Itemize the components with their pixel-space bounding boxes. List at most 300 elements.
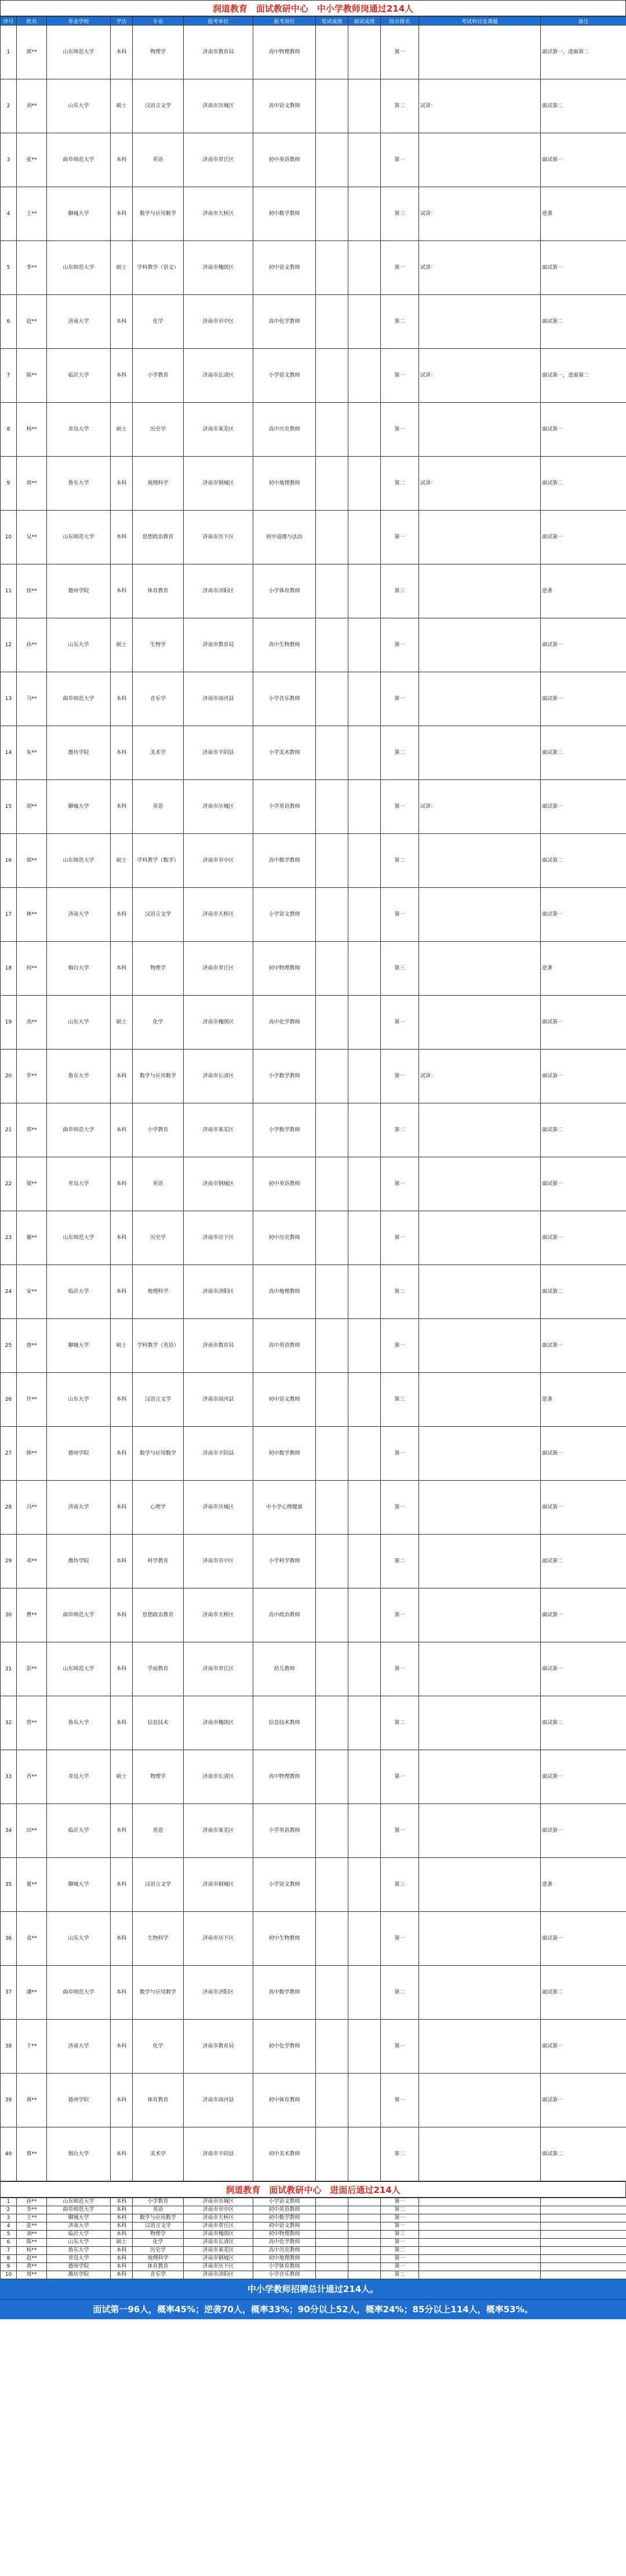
table-cell: 第一 xyxy=(381,1642,419,1696)
table-cell: 科学教育 xyxy=(133,1535,184,1588)
table-cell: 第二 xyxy=(381,1696,419,1750)
table-cell: 面试第一 xyxy=(541,1157,626,1211)
table-cell: 济南市天桥区 xyxy=(184,2214,253,2222)
summary-total: 中小学教师招聘总计通过214人。 xyxy=(0,2279,626,2300)
table-cell: 中小学心理健康 xyxy=(253,1481,316,1535)
table-cell: 本科 xyxy=(111,1858,133,1912)
column-header: 报考岗位 xyxy=(253,17,316,25)
table-cell: 高中物理教师 xyxy=(253,25,316,79)
table-cell: 许** xyxy=(17,1373,47,1427)
table-cell: 硕士 xyxy=(111,79,133,133)
table-cell xyxy=(316,888,348,942)
table-cell: 济南市平阴县 xyxy=(184,2127,253,2181)
table-cell: 谢** xyxy=(17,1211,47,1265)
table-cell: 济南市槐荫区 xyxy=(184,241,253,295)
results-table xyxy=(0,16,626,2181)
table-cell: 济南市章丘区 xyxy=(184,133,253,187)
table-row xyxy=(1,726,626,780)
bottom-table xyxy=(0,2198,626,2279)
table-cell: 济南市商河县 xyxy=(184,672,253,726)
table-cell: 济南市济阳区 xyxy=(184,1265,253,1319)
table-cell: 初中数学教师 xyxy=(253,2214,316,2222)
table-cell: 面试第一 xyxy=(541,511,626,564)
table-cell xyxy=(348,2271,381,2279)
table-row xyxy=(1,1373,626,1427)
table-cell xyxy=(316,1912,348,1966)
table-cell: 本科 xyxy=(111,2214,133,2222)
table-cell: 体育教育 xyxy=(133,564,184,618)
table-cell: 济南市槐荫区 xyxy=(184,1696,253,1750)
table-cell: 山东大学 xyxy=(47,618,111,672)
table-cell xyxy=(348,2247,381,2255)
table-cell: 本科 xyxy=(111,2247,133,2255)
table-cell xyxy=(316,2206,348,2214)
table-cell: 逆袭 xyxy=(541,942,626,996)
table-cell: 周** xyxy=(17,457,47,511)
table-cell xyxy=(419,1427,541,1481)
table-cell: 聊城大学 xyxy=(47,1319,111,1373)
table-cell xyxy=(348,1588,381,1642)
table-cell: 英语 xyxy=(133,2206,184,2214)
table-cell xyxy=(419,2231,541,2239)
table-cell xyxy=(316,511,348,564)
table-cell xyxy=(316,618,348,672)
table-cell xyxy=(419,2247,541,2255)
table-cell: 28 xyxy=(1,1481,17,1535)
table-cell: 学科教学（语文） xyxy=(133,241,184,295)
table-cell: 31 xyxy=(1,1642,17,1696)
table-cell: 第二 xyxy=(381,2206,419,2214)
table-cell: 第二 xyxy=(381,2247,419,2255)
table-cell: 化学 xyxy=(133,2239,184,2247)
table-cell xyxy=(316,1588,348,1642)
table-cell: 美术学 xyxy=(133,726,184,780)
table-cell: 4 xyxy=(1,187,17,241)
table-cell: 第一 xyxy=(381,1319,419,1373)
table-cell: 宋** xyxy=(17,1265,47,1319)
table-cell xyxy=(348,79,381,133)
table-cell xyxy=(348,1642,381,1696)
table-cell: 第一 xyxy=(381,2214,419,2222)
table-cell xyxy=(348,1211,381,1265)
table-cell: 初中美术教师 xyxy=(253,2127,316,2181)
table-cell: 烟台大学 xyxy=(47,2127,111,2181)
table-cell: 地理科学 xyxy=(133,457,184,511)
table-row xyxy=(1,187,626,241)
table-cell xyxy=(419,2020,541,2074)
table-cell xyxy=(541,2239,626,2247)
table-cell: 孙** xyxy=(17,2198,47,2206)
table-cell: 高中英语教师 xyxy=(253,1319,316,1373)
table-cell: 汉语言文学 xyxy=(133,1858,184,1912)
table-cell: 济南市章丘区 xyxy=(184,942,253,996)
table-cell: 第一 xyxy=(381,1750,419,1804)
table-cell: 硕士 xyxy=(111,618,133,672)
table-cell: 思想政治教育 xyxy=(133,511,184,564)
table-cell xyxy=(316,2255,348,2263)
table-cell xyxy=(348,1750,381,1804)
table-cell: 杨** xyxy=(17,2247,47,2255)
table-cell: 第一 xyxy=(381,133,419,187)
table-cell: 济南市钢城区 xyxy=(184,2255,253,2263)
table-cell: 曲阜师范大学 xyxy=(47,1103,111,1157)
table-cell: 本科 xyxy=(111,511,133,564)
table-cell xyxy=(316,1157,348,1211)
table-cell: 潍坊学院 xyxy=(47,1535,111,1588)
table-cell: 硕士 xyxy=(111,241,133,295)
table-cell: 本科 xyxy=(111,564,133,618)
table-cell xyxy=(348,295,381,349)
column-header: 学历 xyxy=(111,17,133,25)
table-row xyxy=(1,2214,626,2222)
table-cell: 小学教育 xyxy=(133,349,184,403)
table-row xyxy=(1,2247,626,2255)
table-cell: 济南市槐荫区 xyxy=(184,2231,253,2239)
table-cell: 第二 xyxy=(381,1535,419,1588)
table-cell xyxy=(348,2206,381,2214)
table-cell: 济南市莱芜区 xyxy=(184,1103,253,1157)
table-cell: 面试第一 xyxy=(541,133,626,187)
table-cell: 1 xyxy=(1,2198,17,2206)
table-cell: 英语 xyxy=(133,133,184,187)
table-cell: 地理科学 xyxy=(133,1265,184,1319)
table-cell xyxy=(316,79,348,133)
table-cell: 何** xyxy=(17,942,47,996)
table-cell: 初中生物教师 xyxy=(253,1912,316,1966)
table-cell: 面试第一 xyxy=(541,1912,626,1966)
table-cell: 王** xyxy=(17,187,47,241)
table-cell: 杨** xyxy=(17,403,47,457)
table-cell: 刘** xyxy=(17,79,47,133)
table-cell xyxy=(348,2127,381,2181)
table-cell: 济南大学 xyxy=(47,1481,111,1535)
table-cell xyxy=(348,1157,381,1211)
table-cell xyxy=(316,2263,348,2271)
table-cell: 济南市商河县 xyxy=(184,2074,253,2127)
table-cell xyxy=(348,2263,381,2271)
table-cell xyxy=(348,888,381,942)
table-cell: 鲁东大学 xyxy=(47,2247,111,2255)
table-cell xyxy=(348,2074,381,2127)
table-cell: 11 xyxy=(1,564,17,618)
table-cell xyxy=(419,403,541,457)
column-header: 专业 xyxy=(133,17,184,25)
table-row xyxy=(1,2020,626,2074)
table-cell: 本科 xyxy=(111,457,133,511)
table-cell xyxy=(316,1427,348,1481)
table-cell: 初中地理教师 xyxy=(253,2255,316,2263)
table-cell: 29 xyxy=(1,1535,17,1588)
table-cell: 初中语文教师 xyxy=(253,241,316,295)
table-cell: 小学语文教师 xyxy=(253,2198,316,2206)
table-cell xyxy=(419,726,541,780)
table-cell: 聊城大学 xyxy=(47,780,111,834)
table-cell xyxy=(348,996,381,1050)
table-cell: 潍坊学院 xyxy=(47,2271,111,2279)
table-cell: 30 xyxy=(1,1588,17,1642)
table-cell: 高中生物教师 xyxy=(253,618,316,672)
table-cell: 济南市教育局 xyxy=(184,2020,253,2074)
table-cell: 济南市长清区 xyxy=(184,349,253,403)
table-cell xyxy=(348,133,381,187)
table-cell: 音乐学 xyxy=(133,2271,184,2279)
table-cell: 初中英语教师 xyxy=(253,1157,316,1211)
table-cell xyxy=(316,2231,348,2239)
column-header: 毕业学校 xyxy=(47,17,111,25)
table-cell: 4 xyxy=(1,2222,17,2231)
table-cell: 本科 xyxy=(111,1642,133,1696)
table-cell: 郭** xyxy=(17,25,47,79)
table-cell: 6 xyxy=(1,295,17,349)
table-cell xyxy=(348,1804,381,1858)
table-cell: 本科 xyxy=(111,1427,133,1481)
table-cell: 面试第一 xyxy=(541,618,626,672)
table-cell xyxy=(348,1696,381,1750)
table-cell xyxy=(348,564,381,618)
table-cell: 35 xyxy=(1,1858,17,1912)
table-cell: 朱** xyxy=(17,726,47,780)
table-cell: 15 xyxy=(1,780,17,834)
table-cell xyxy=(348,2020,381,2074)
table-cell xyxy=(316,780,348,834)
table-cell xyxy=(419,834,541,888)
column-header: 综合排名 xyxy=(381,17,419,25)
table-cell xyxy=(419,2255,541,2263)
table-cell xyxy=(541,2271,626,2279)
table-cell: 青岛大学 xyxy=(47,403,111,457)
table-cell: 第一 xyxy=(381,511,419,564)
table-cell xyxy=(316,295,348,349)
table-cell: 聊城大学 xyxy=(47,1858,111,1912)
table-cell xyxy=(419,1319,541,1373)
table-cell: 济南市教育局 xyxy=(184,618,253,672)
table-cell: 初中英语教师 xyxy=(253,133,316,187)
table-cell: 面试第一 xyxy=(541,1588,626,1642)
table-cell: 试讲： xyxy=(419,241,541,295)
table-cell xyxy=(348,2222,381,2231)
table-cell: 本科 xyxy=(111,2198,133,2206)
table-cell: 面试第二 xyxy=(541,1966,626,2020)
table-cell xyxy=(541,2222,626,2231)
table-cell: 高中数学教师 xyxy=(253,834,316,888)
table-cell: 山东大学 xyxy=(47,1373,111,1427)
table-cell xyxy=(419,1211,541,1265)
table-cell xyxy=(316,187,348,241)
table-cell: 面试第二 xyxy=(541,1696,626,1750)
table-cell: 思想政治教育 xyxy=(133,1588,184,1642)
table-row xyxy=(1,1588,626,1642)
table-cell: 面试第一 xyxy=(541,672,626,726)
table-cell: 济南市莱芜区 xyxy=(184,2247,253,2255)
table-cell: 2 xyxy=(1,79,17,133)
table-cell: 美术学 xyxy=(133,2127,184,2181)
table-cell: 本科 xyxy=(111,780,133,834)
table-cell: 小学音乐教师 xyxy=(253,2271,316,2279)
table-cell xyxy=(419,1103,541,1157)
column-header: 备注 xyxy=(541,17,626,25)
table-row xyxy=(1,2263,626,2271)
table-cell xyxy=(419,2263,541,2271)
table-cell: 邓** xyxy=(17,1535,47,1588)
table-cell xyxy=(419,2214,541,2222)
table-cell xyxy=(419,1535,541,1588)
table-cell: 小学科学教师 xyxy=(253,1535,316,1588)
table-cell xyxy=(348,1481,381,1535)
table-cell xyxy=(348,1373,381,1427)
table-cell xyxy=(419,2198,541,2206)
page-title: 润道教育 面试教研中心 中小学教师岗通过214人 xyxy=(0,0,626,16)
table-cell: 3 xyxy=(1,2214,17,2222)
table-cell: 济南市钢城区 xyxy=(184,457,253,511)
table-cell: 14 xyxy=(1,726,17,780)
table-cell xyxy=(541,2247,626,2255)
table-row xyxy=(1,1319,626,1373)
table-cell: 5 xyxy=(1,241,17,295)
table-cell: 本科 xyxy=(111,1265,133,1319)
table-cell xyxy=(348,780,381,834)
table-cell: 试讲： xyxy=(419,1050,541,1103)
table-cell: 心理学 xyxy=(133,1481,184,1535)
table-row xyxy=(1,1858,626,1912)
table-cell: 化学 xyxy=(133,295,184,349)
table-cell: 第一 xyxy=(381,888,419,942)
table-cell: 硕士 xyxy=(111,1750,133,1804)
table-row xyxy=(1,2074,626,2127)
table-cell xyxy=(419,672,541,726)
table-cell: 曾** xyxy=(17,1696,47,1750)
table-cell: 济南市市中区 xyxy=(184,1535,253,1588)
table-cell: 第一 xyxy=(381,2074,419,2127)
table-cell: 汉语言文学 xyxy=(133,2222,184,2231)
table-row xyxy=(1,403,626,457)
table-cell: 高中语文教师 xyxy=(253,79,316,133)
table-cell: 德州学院 xyxy=(47,2074,111,2127)
table-cell: 鲁东大学 xyxy=(47,457,111,511)
table-cell: 34 xyxy=(1,1804,17,1858)
table-cell xyxy=(541,2206,626,2214)
table-cell: 初中物理教师 xyxy=(253,942,316,996)
table-cell xyxy=(316,25,348,79)
table-cell xyxy=(419,942,541,996)
table-cell xyxy=(419,1966,541,2020)
table-cell: 济南市平阴县 xyxy=(184,1427,253,1481)
table-cell: 孙** xyxy=(17,618,47,672)
table-cell: 济南市天桥区 xyxy=(184,1588,253,1642)
table-cell: 高中物理教师 xyxy=(253,1750,316,1804)
table-cell xyxy=(419,1642,541,1696)
table-cell: 17 xyxy=(1,888,17,942)
table-cell xyxy=(419,511,541,564)
table-cell: 25 xyxy=(1,1319,17,1373)
table-cell: 10 xyxy=(1,2271,17,2279)
table-row xyxy=(1,2206,626,2214)
table-cell: 济南市历下区 xyxy=(184,511,253,564)
table-cell: 物理学 xyxy=(133,1750,184,1804)
table-cell xyxy=(419,2239,541,2247)
table-cell: 逆袭 xyxy=(541,187,626,241)
table-cell: 田** xyxy=(17,1804,47,1858)
table-row xyxy=(1,618,626,672)
table-cell xyxy=(316,2214,348,2222)
table-cell: 第一 xyxy=(381,2255,419,2263)
table-row xyxy=(1,1642,626,1696)
table-cell: 面试第二 xyxy=(541,2127,626,2181)
table-cell xyxy=(316,2247,348,2255)
table-cell: 济南市教育局 xyxy=(184,25,253,79)
table-cell: 8 xyxy=(1,2255,17,2263)
table-row xyxy=(1,133,626,187)
table-cell: 面试第一 xyxy=(541,888,626,942)
table-cell: 唐** xyxy=(17,1319,47,1373)
table-cell: 面试第二 xyxy=(541,295,626,349)
table-cell: 高中历史教师 xyxy=(253,2247,316,2255)
table-cell: 生物学 xyxy=(133,618,184,672)
table-row xyxy=(1,295,626,349)
table-cell: 本科 xyxy=(111,672,133,726)
table-cell: 曲阜师范大学 xyxy=(47,2206,111,2214)
table-cell: 试讲： xyxy=(419,349,541,403)
table-cell: 济南市济阳区 xyxy=(184,564,253,618)
table-cell: 本科 xyxy=(111,2074,133,2127)
table-cell: 赵** xyxy=(17,2255,47,2263)
table-cell: 24 xyxy=(1,1265,17,1319)
table-cell xyxy=(541,2214,626,2222)
table-cell: 7 xyxy=(1,349,17,403)
table-cell: 第一 xyxy=(381,996,419,1050)
table-cell xyxy=(316,726,348,780)
table-cell: 王** xyxy=(17,2214,47,2222)
table-cell: 32 xyxy=(1,1696,17,1750)
table-cell: 物理学 xyxy=(133,2231,184,2239)
table-cell xyxy=(419,2222,541,2231)
table-cell: 本科 xyxy=(111,1588,133,1642)
section-band: 润道教育 面试教研中心 进面后通过214人 xyxy=(0,2181,626,2198)
table-cell xyxy=(316,2239,348,2247)
table-cell xyxy=(316,834,348,888)
table-cell: 初中语文教师 xyxy=(253,2222,316,2231)
table-cell: 本科 xyxy=(111,1373,133,1427)
table-cell: 1 xyxy=(1,25,17,79)
table-cell: 鲁东大学 xyxy=(47,1696,111,1750)
table-cell: 面试第一 xyxy=(541,1319,626,1373)
table-cell xyxy=(348,2198,381,2206)
table-row xyxy=(1,1050,626,1103)
table-cell: 潍坊学院 xyxy=(47,726,111,780)
table-cell xyxy=(316,564,348,618)
table-cell: 彭** xyxy=(17,1642,47,1696)
table-cell xyxy=(419,618,541,672)
table-cell: 本科 xyxy=(111,2222,133,2231)
table-cell: 青岛大学 xyxy=(47,1157,111,1211)
table-cell: 21 xyxy=(1,1103,17,1157)
table-cell xyxy=(348,457,381,511)
summary-box xyxy=(0,2279,626,2319)
table-cell: 面试第一 xyxy=(541,1750,626,1804)
table-cell: 英语 xyxy=(133,1804,184,1858)
table-cell: 初中化学教师 xyxy=(253,2020,316,2074)
table-cell: 高中政治教师 xyxy=(253,1588,316,1642)
table-cell xyxy=(316,1804,348,1858)
table-cell: 第一 xyxy=(381,1157,419,1211)
table-cell: 高中历史教师 xyxy=(253,403,316,457)
table-cell: 郭** xyxy=(17,834,47,888)
table-cell: 蔡** xyxy=(17,2127,47,2181)
table-cell: 济南市济阳区 xyxy=(184,2271,253,2279)
table-cell xyxy=(316,1966,348,2020)
table-cell xyxy=(348,1427,381,1481)
table-cell: 第一 xyxy=(381,2198,419,2206)
table-cell: 曲阜师范大学 xyxy=(47,672,111,726)
